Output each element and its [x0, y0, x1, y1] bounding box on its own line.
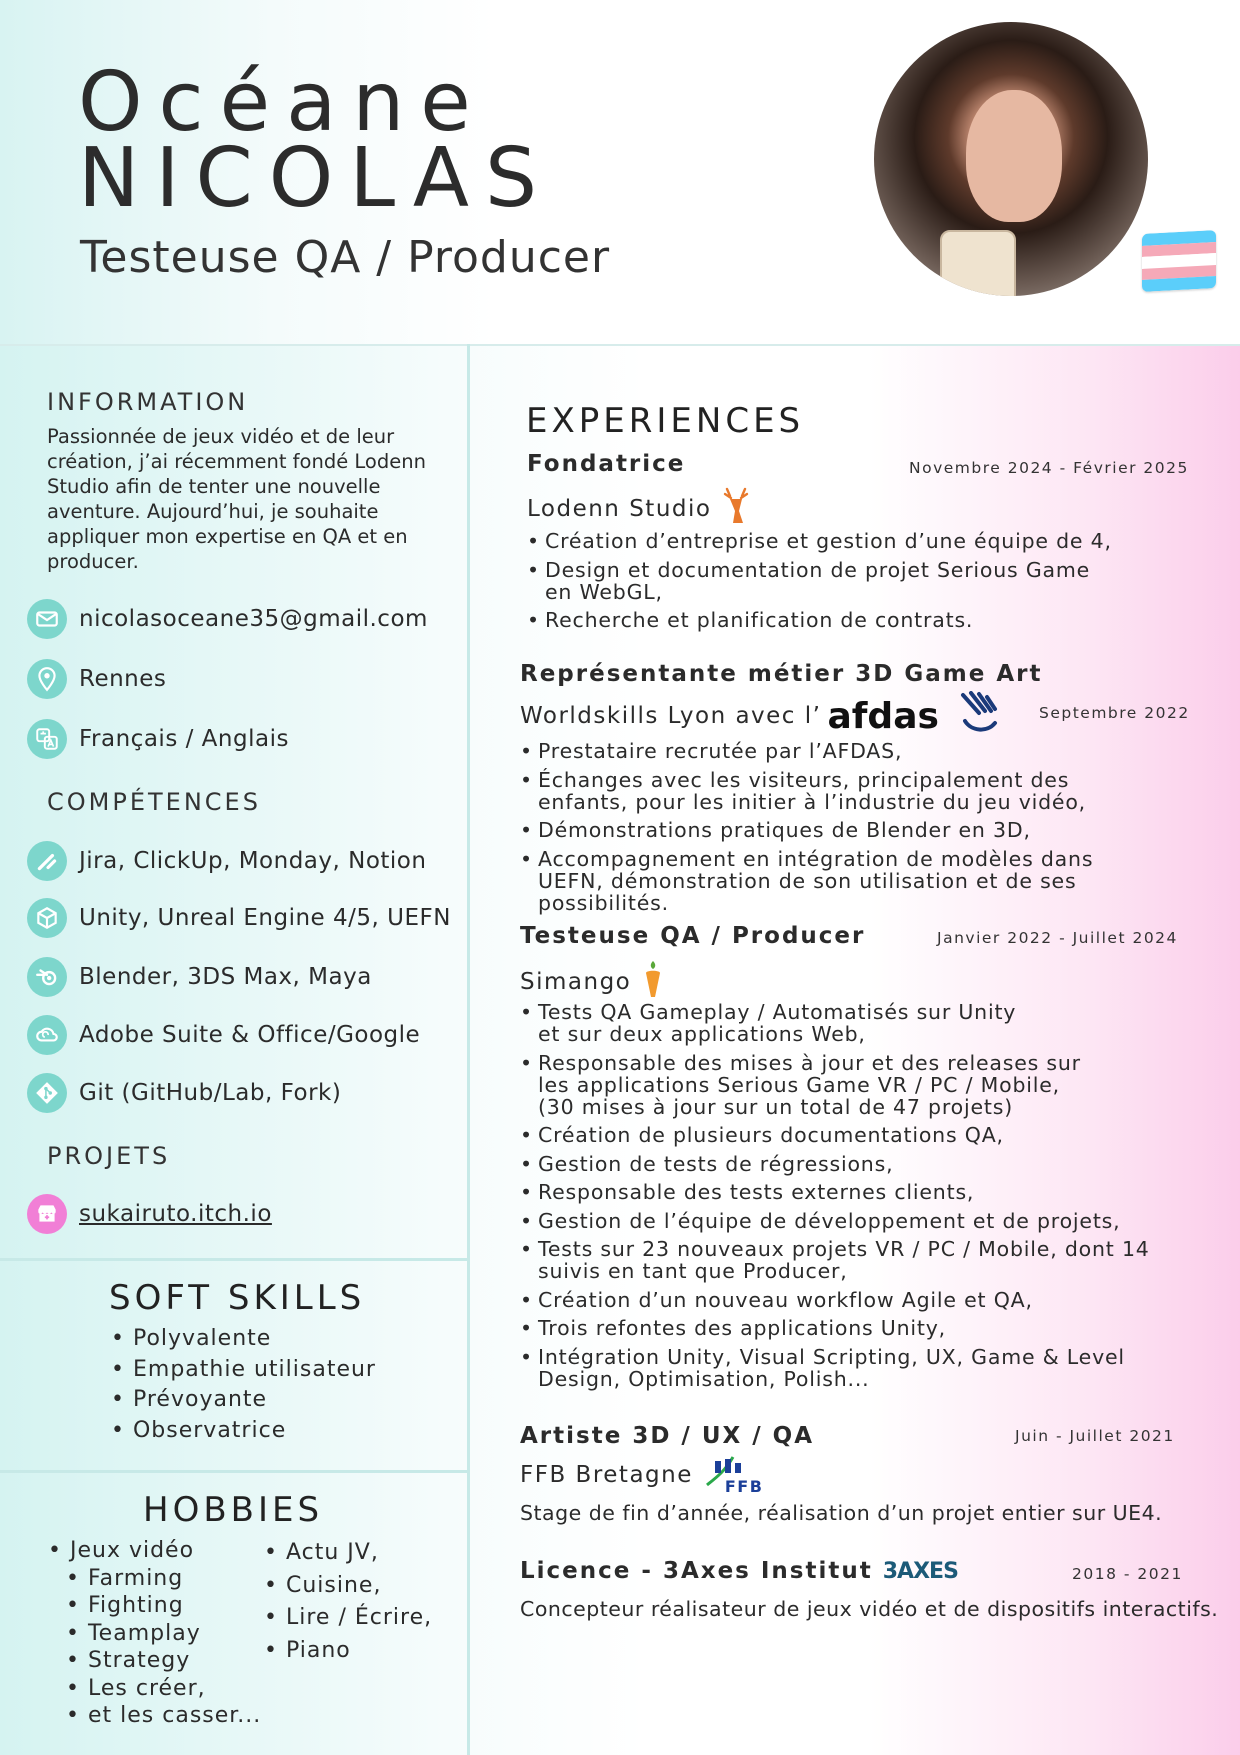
carrot-logo-icon	[641, 959, 665, 1005]
list-item: • Tests sur 23 nouveaux projets VR / PC / Mobile, dont 14 suivis en tant que Producer,	[520, 1238, 1180, 1282]
list-item: • Gestion de l’équipe de développement et de projets,	[520, 1210, 1180, 1232]
profile-photo	[874, 22, 1148, 296]
list-item: • Observatrice	[111, 1416, 376, 1447]
experiences-heading: EXPERIENCES	[526, 401, 805, 441]
phone-shape	[940, 230, 1016, 296]
unity-icon	[27, 898, 67, 938]
first-name: Océane	[78, 55, 487, 150]
hobbies-divider	[0, 1470, 467, 1473]
list-item: • Empathie utilisateur	[111, 1355, 376, 1386]
git-icon	[27, 1073, 67, 1113]
last-name: NICOLAS	[78, 131, 554, 226]
competences-heading: COMPÉTENCES	[47, 788, 261, 816]
skill-item	[27, 1073, 341, 1113]
experience-bullets	[520, 1001, 1180, 1396]
contact-languages	[27, 719, 289, 759]
experience-title: Licence - 3Axes Institut	[520, 1558, 873, 1584]
experience-title-row	[520, 1558, 958, 1584]
list-item: • Jeux vidéo	[48, 1537, 261, 1565]
face-shape	[966, 90, 1062, 222]
experience-title: Artiste 3D / UX / QA	[520, 1423, 814, 1449]
experience-title: Testeuse QA / Producer	[520, 923, 866, 949]
itchio-link[interactable]: sukairuto.itch.io	[79, 1201, 272, 1227]
list-item: • Responsable des mises à jour et des releases sur les applications Serious Game VR / PC / Mobile, (30 mises à jour sur un total de 47 projets)	[520, 1052, 1098, 1118]
experience-date: Juin - Juillet 2021	[1015, 1427, 1175, 1445]
list-item: • Les créer,	[48, 1675, 261, 1703]
information-heading: INFORMATION	[47, 388, 249, 416]
list-item: • Recherche et planification de contrats.	[527, 609, 1147, 631]
ffb-logo-icon	[703, 1455, 763, 1495]
experience-date: Novembre 2024 - Février 2025	[909, 459, 1189, 477]
email-text[interactable]: nicolasoceane35@gmail.com	[79, 606, 428, 632]
location-pin-icon	[27, 659, 67, 699]
jira-icon	[27, 841, 67, 881]
experience-date: Janvier 2022 - Juillet 2024	[937, 929, 1178, 947]
list-item: • Intégration Unity, Visual Scripting, UX, Game & Level Design, Optimisation, Polish...	[520, 1346, 1158, 1390]
list-item: • Polyvalente	[111, 1324, 376, 1355]
skill-item	[27, 957, 372, 997]
hobbies-list-left	[48, 1537, 261, 1730]
list-item: • Trois refontes des applications Unity,	[520, 1317, 1180, 1339]
itchio-icon	[27, 1194, 67, 1234]
experience-bullets	[520, 740, 1160, 920]
contact-email[interactable]	[27, 599, 428, 639]
experience-bullets	[527, 530, 1147, 638]
soft-skills-heading: SOFT SKILLS	[109, 1278, 366, 1318]
list-item: • Teamplay	[48, 1620, 261, 1648]
deer-logo-icon	[721, 487, 751, 531]
experience-company	[520, 959, 665, 1005]
3axes-logo: 3AXES	[882, 1558, 958, 1584]
list-item: • Démonstrations pratiques de Blender en 3D,	[520, 819, 1160, 841]
company-name: Worldskills Lyon avec l’	[520, 703, 822, 729]
hobbies-list-right	[264, 1537, 432, 1667]
projets-heading: PROJETS	[47, 1142, 171, 1170]
experience-date: 2018 - 2021	[1072, 1565, 1183, 1583]
mail-icon	[27, 599, 67, 639]
list-item: • Création de plusieurs documentations QA,	[520, 1124, 1180, 1146]
list-item: • Création d’un nouveau workflow Agile et QA,	[520, 1289, 1180, 1311]
list-item: • Responsable des tests externes clients,	[520, 1181, 1180, 1203]
experience-title: Fondatrice	[527, 451, 686, 477]
project-link-row[interactable]	[27, 1194, 272, 1234]
soft-skills-list	[111, 1324, 376, 1446]
header-divider	[0, 344, 1240, 346]
skill-item	[27, 898, 451, 938]
column-divider	[467, 344, 470, 1755]
list-item: • Prévoyante	[111, 1385, 376, 1416]
list-item: • et les casser...	[48, 1702, 261, 1730]
list-item: • Accompagnement en intégration de modèles dans UEFN, démonstration de son utilisation et de ses possibilités.	[520, 848, 1160, 914]
creative-cloud-icon	[27, 1015, 67, 1055]
experience-title: Représentante métier 3D Game Art	[520, 661, 1043, 687]
skill-item	[27, 841, 426, 881]
list-item: • Lire / Écrire,	[264, 1602, 432, 1635]
hobbies-heading: HOBBIES	[143, 1490, 324, 1530]
list-item: • Farming	[48, 1565, 261, 1593]
afdas-hand-icon	[957, 691, 999, 741]
experience-date: Septembre 2022	[1039, 704, 1190, 722]
skill-label: Jira, ClickUp, Monday, Notion	[79, 848, 427, 874]
experience-company	[520, 1455, 763, 1495]
company-name: Lodenn Studio	[527, 496, 712, 522]
information-text: Passionnée de jeux vidéo et de leur création, j’ai récemment fondé Lodenn Studio afin de tenter une nouvelle aventure. Aujourd’hui, je souhaite appliquer mon expertise en QA et en producer.	[47, 425, 426, 573]
list-item: • Cuisine,	[264, 1570, 432, 1603]
skill-label: Unity, Unreal Engine 4/5, UEFN	[79, 905, 451, 931]
list-item: • Actu JV,	[264, 1537, 432, 1570]
list-item: • Gestion de tests de régressions,	[520, 1153, 1180, 1175]
skill-item	[27, 1015, 420, 1055]
translate-icon	[27, 719, 67, 759]
skill-label: Adobe Suite & Office/Google	[79, 1022, 421, 1048]
blender-icon	[27, 957, 67, 997]
city-text: Rennes	[79, 666, 167, 692]
job-title: Testeuse QA / Producer	[80, 232, 611, 283]
experience-company	[520, 691, 999, 741]
company-name: Simango	[520, 969, 632, 995]
list-item: • Strategy	[48, 1647, 261, 1675]
contact-city	[27, 659, 166, 699]
ffb-logo-text: FFB	[724, 1477, 764, 1496]
list-item: • Prestataire recrutée par l’AFDAS,	[520, 740, 1160, 762]
list-item: • Piano	[264, 1635, 432, 1668]
header	[0, 0, 1240, 344]
list-item: • Fighting	[48, 1592, 261, 1620]
afdas-logo: afdas	[827, 695, 939, 737]
list-item: • Création d’entreprise et gestion d’une équipe de 4,	[527, 530, 1147, 552]
list-item: • Tests QA Gameplay / Automatisés sur Unity et sur deux applications Web,	[520, 1001, 1038, 1045]
transgender-flag-icon	[1142, 230, 1216, 292]
company-name: FFB Bretagne	[520, 1462, 693, 1488]
experience-text: Stage de fin d’année, réalisation d’un projet entier sur UE4.	[520, 1501, 1163, 1525]
skill-label: Git (GitHub/Lab, Fork)	[79, 1080, 342, 1106]
skill-label: Blender, 3DS Max, Maya	[79, 964, 372, 990]
experience-company	[527, 487, 751, 531]
list-item: • Design et documentation de projet Serious Game en WebGL,	[527, 559, 1105, 603]
list-item: • Échanges avec les visiteurs, principalement des enfants, pour les initier à l’industrie du jeu vidéo,	[520, 769, 1138, 813]
soft-skills-divider	[0, 1258, 467, 1261]
languages-text: Français / Anglais	[79, 726, 289, 752]
experience-text: Concepteur réalisateur de jeux vidéo et de dispositifs interactifs.	[520, 1597, 1219, 1621]
